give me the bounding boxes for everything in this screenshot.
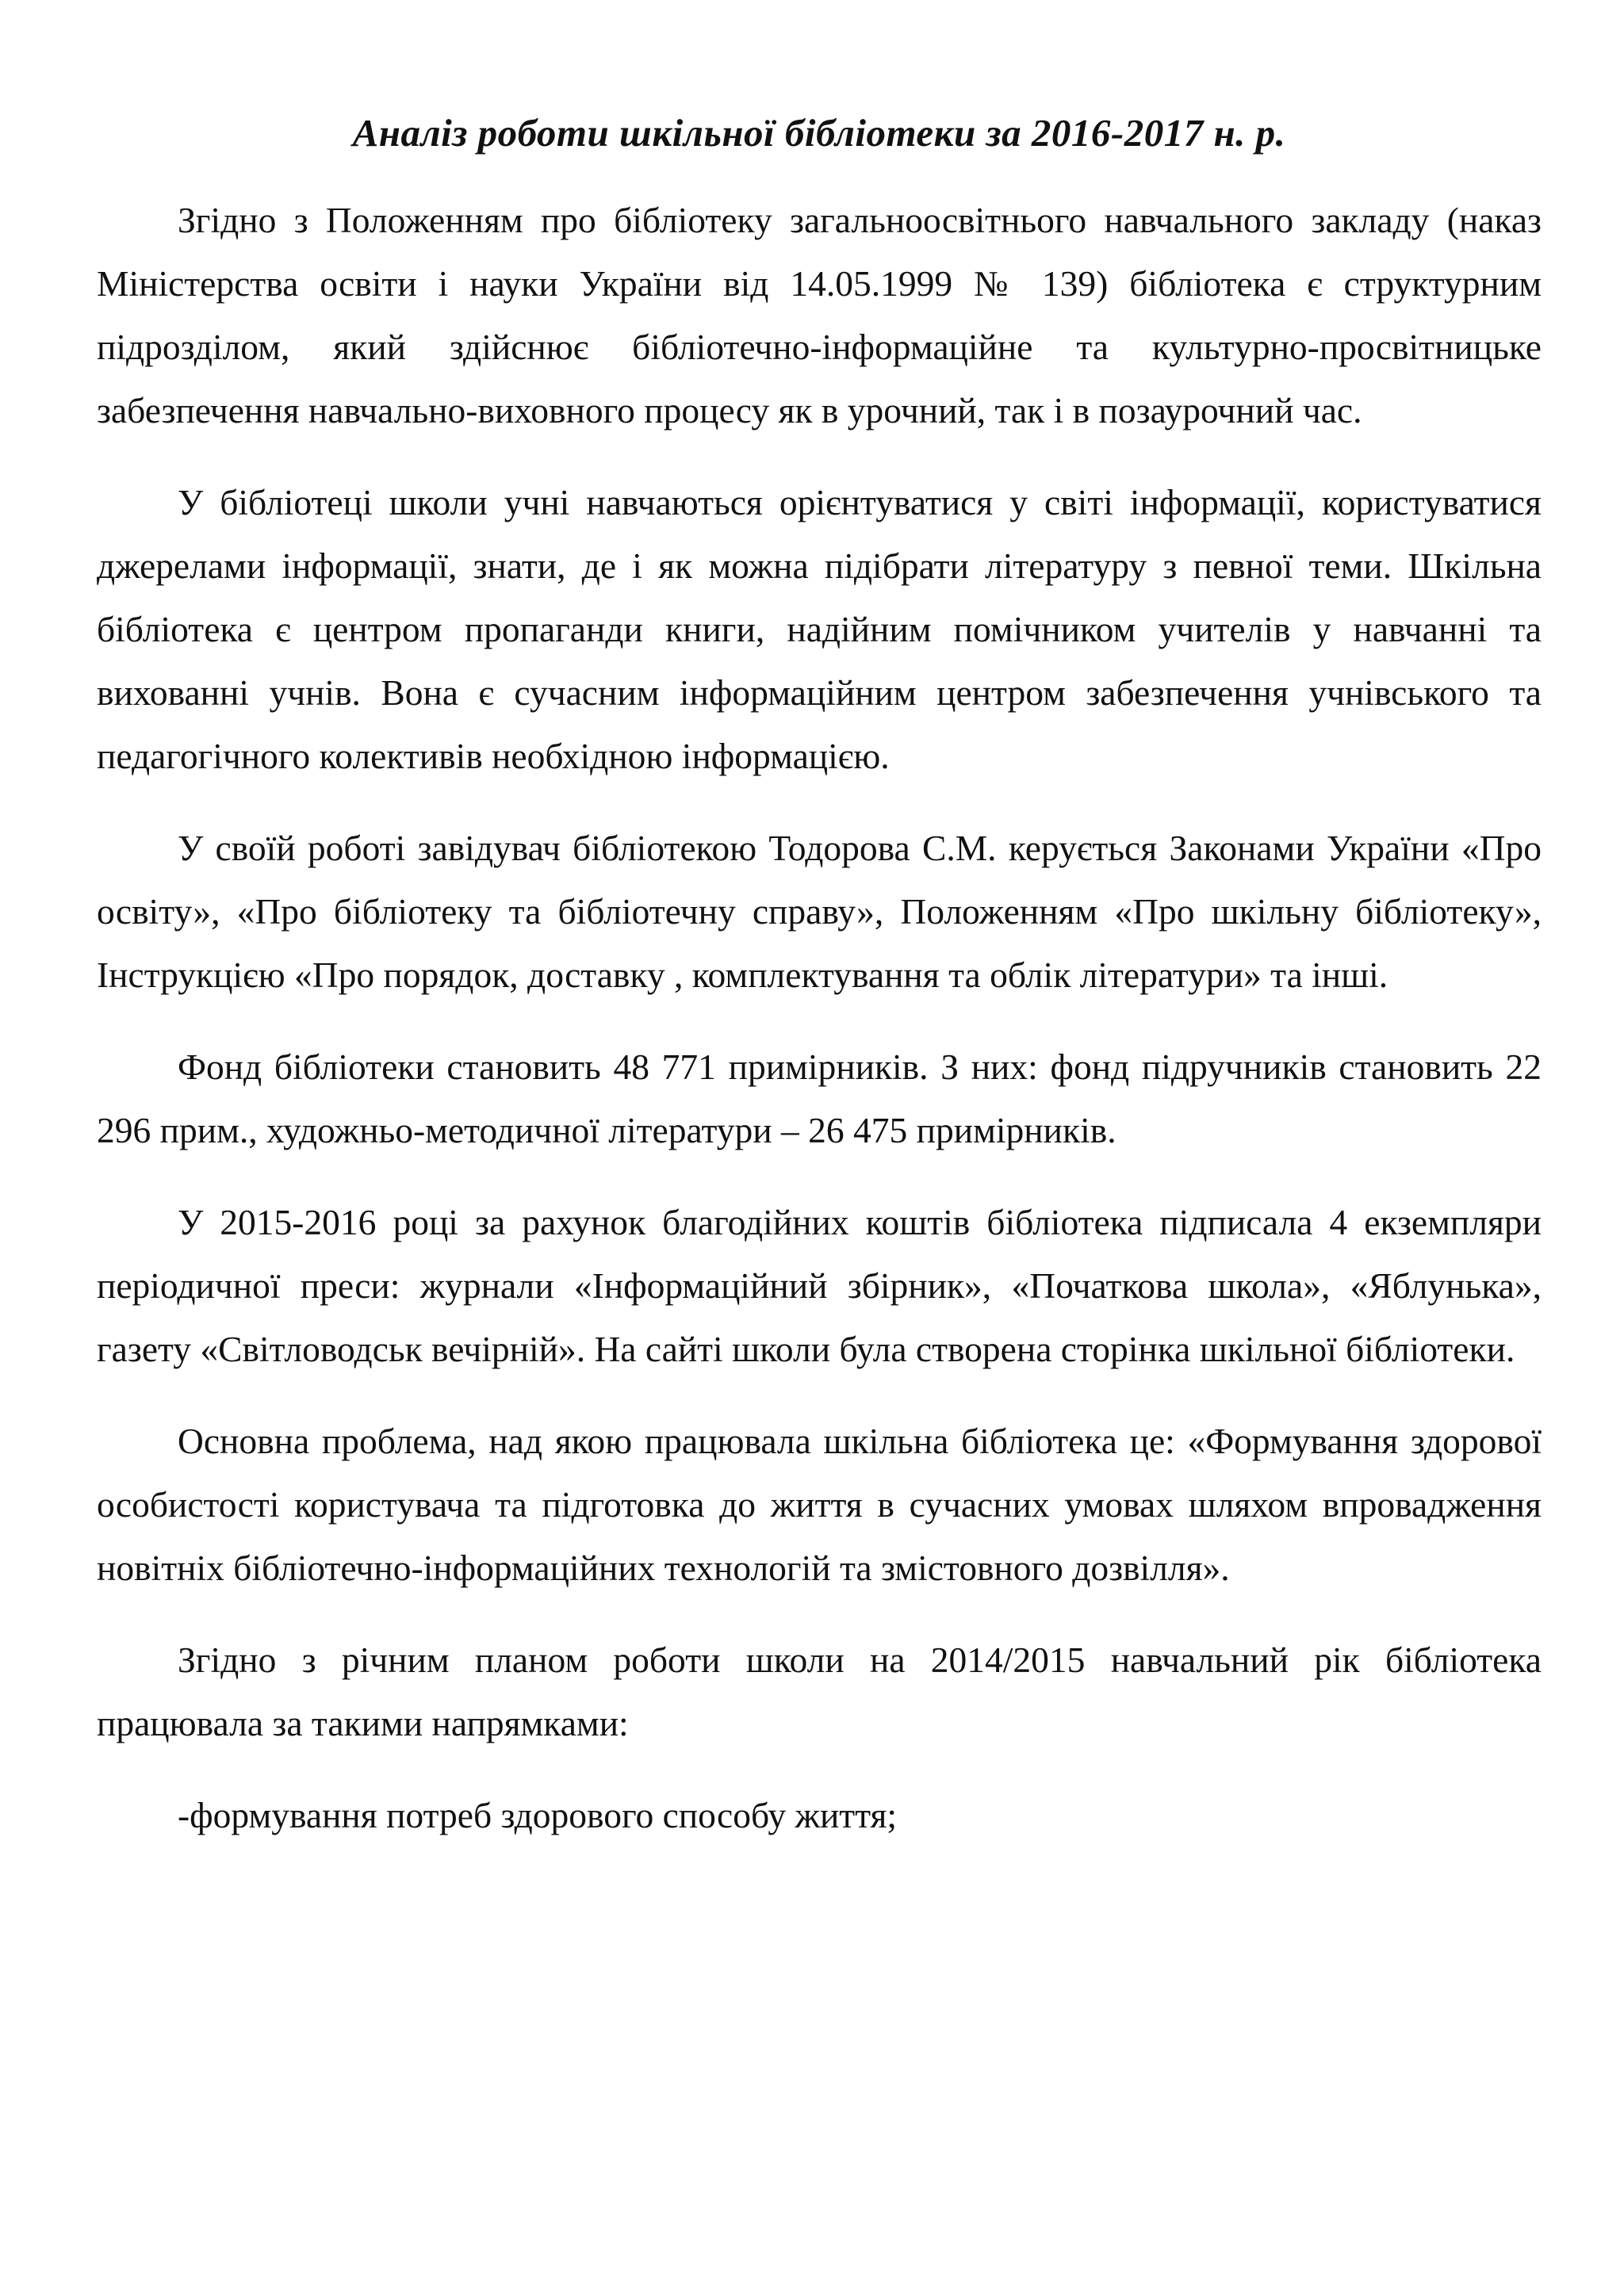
paragraph-main-problem: Основна проблема, над якою працювала шкільна бібліотека це: «Формування здорової особистості користувача та підготовка до життя в сучасних умовах шляхом впровадження новітніх бібліотечно-інформаційних технологій та змістовного дозвілля». <box>97 1421 1542 1588</box>
list-item-healthy-lifestyle: -формування потреб здорового способу життя; <box>178 1795 898 1835</box>
paragraph-library-role: У бібліотеці школи учні навчаються орієнтуватися у світі інформації, користуватися джерелами інформації, знати, де і як можна підібрати літературу з певної теми. Шкільна бібліотека є центром пропаганди книги, надійним помічником учителів у навчанні та вихованні учнів. Вона є сучасним інформаційним центром забезпечення учнівського та педагогічного колективів необхідною інформацією. <box>97 482 1542 776</box>
paragraph-fund: Фонд бібліотеки становить 48 771 примірників. З них: фонд підручників становить 22 296 прим., художньо-методичної літератури – 26 475 примірників. <box>97 1047 1542 1150</box>
paragraph-plan: Згідно з річним планом роботи школи на 2014/2015 навчальний рік бібліотека працювала за такими напрямками: <box>97 1640 1542 1743</box>
paragraph-periodicals: У 2015-2016 році за рахунок благодійних коштів бібліотека підписала 4 екземпляри періодичної преси: журнали «Інформаційний збірник», «Початкова школа», «Яблунька», газету «Світловодськ вечірній». На сайті школи була створена сторінка шкільної бібліотеки. <box>97 1202 1542 1369</box>
document-title: Аналіз роботи шкільної бібліотеки за 2016-2017 н. р. <box>352 111 1286 155</box>
paragraph-regulation: Згідно з Положенням про бібліотеку загальноосвітнього навчального закладу (наказ Міністерства освіти і науки України від 14.05.1999 № 139) бібліотека є структурним підрозділом, який здійснює бібліотечно-інформаційне та культурно-просвітницьке забезпечення навчально-виховного процесу як в урочний, так і в позаурочний час. <box>97 200 1542 430</box>
paragraph-laws: У своїй роботі завідувач бібліотекою Тодорова С.М. керується Законами України «Про освіту», «Про бібліотеку та бібліотечну справу», Положенням «Про шкільну бібліотеку», Інструкцією «Про порядок, доставку , комплектування та облік літератури» та інші. <box>97 828 1542 995</box>
